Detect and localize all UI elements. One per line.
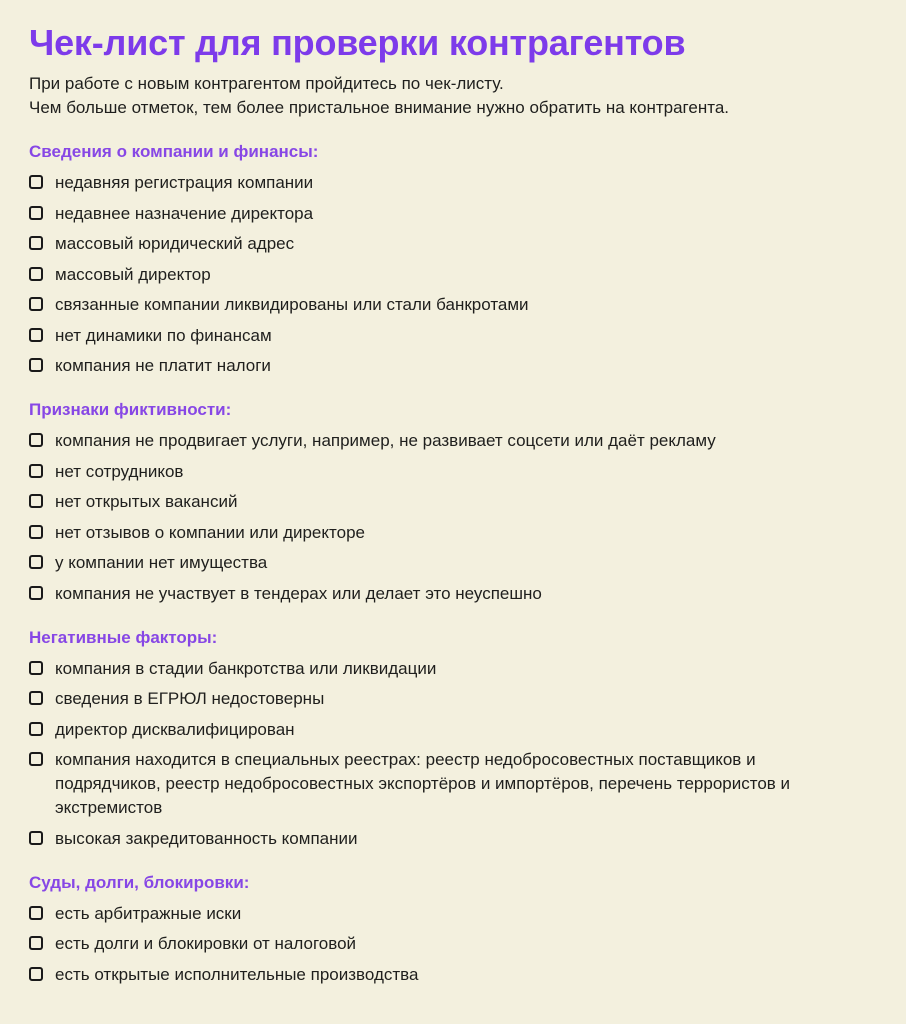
checklist-item-label: недавняя регистрация компании <box>55 173 314 192</box>
checklist-item-label: сведения в ЕГРЮЛ недостоверны <box>55 689 325 708</box>
checkbox[interactable] <box>29 206 43 220</box>
checkbox[interactable] <box>29 906 43 920</box>
checklist-courts-debts-blocks <box>29 902 878 987</box>
checklist-item-label: есть арбитражные иски <box>55 903 242 923</box>
section-title-company-finance: Сведения о компании и финансы: <box>29 142 319 161</box>
checklist-item-label: массовый юридический адрес <box>55 234 295 253</box>
checkbox[interactable] <box>29 722 43 736</box>
intro-line-1: При работе с новым контрагентом пройдитесь по чек-листу. <box>29 74 504 93</box>
section-title-negative-factors: Негативные факторы: <box>29 627 218 647</box>
checklist-item[interactable] <box>29 748 878 820</box>
checklist-item-label: компания не платит налоги <box>55 356 271 375</box>
checklist-item[interactable] <box>29 354 878 378</box>
checklist-item-label: связанные компании ликвидированы или стали банкротами <box>55 295 529 314</box>
checklist-item[interactable] <box>29 963 878 987</box>
checklist-item-label: компания в стадии банкротства или ликвидации <box>55 658 437 678</box>
checklist-item[interactable] <box>29 429 878 453</box>
checklist-item[interactable] <box>29 582 878 606</box>
checklist-item[interactable] <box>29 293 878 317</box>
checkbox[interactable] <box>29 555 43 569</box>
checklist-item-label: нет динамики по финансам <box>55 325 272 345</box>
checkbox[interactable] <box>29 752 43 766</box>
checkbox[interactable] <box>29 328 43 342</box>
intro-line-2: Чем больше отметок, тем более пристальное внимание нужно обратить на контрагента. <box>29 98 730 117</box>
checklist-item-label: недавнее назначение директора <box>55 203 314 223</box>
checklist-item[interactable] <box>29 521 878 545</box>
section-title-fictitious-signs: Признаки фиктивности: <box>29 400 232 419</box>
section-company-finance <box>29 140 878 378</box>
checklist-item[interactable] <box>29 460 878 484</box>
checklist-item[interactable] <box>29 490 878 514</box>
section-courts-debts-blocks <box>29 871 878 987</box>
checklist-item-label: есть долги и блокировки от налоговой <box>55 934 357 953</box>
checklist-item[interactable] <box>29 687 878 711</box>
section-title-courts-debts-blocks: Суды, долги, блокировки: <box>29 872 250 892</box>
checklist-item[interactable] <box>29 202 878 226</box>
checklist-item-label: нет сотрудников <box>55 461 184 481</box>
checklist-item[interactable] <box>29 827 878 851</box>
checkbox[interactable] <box>29 358 43 372</box>
checklist-item-label: нет отзывов о компании или директоре <box>55 522 365 542</box>
checklist-item[interactable] <box>29 263 878 287</box>
checklist-item[interactable] <box>29 902 878 926</box>
checkbox[interactable] <box>29 525 43 539</box>
checklist-item-label: есть открытые исполнительные производства <box>55 964 419 984</box>
section-fictitious-signs <box>29 398 878 606</box>
checklist-fictitious-signs <box>29 429 878 606</box>
intro-text <box>29 72 878 120</box>
page-title: Чек-лист для проверки контрагентов <box>29 22 686 63</box>
checkbox[interactable] <box>29 831 43 845</box>
checkbox[interactable] <box>29 267 43 281</box>
checkbox[interactable] <box>29 661 43 675</box>
checklist-item[interactable] <box>29 324 878 348</box>
checkbox[interactable] <box>29 586 43 600</box>
checkbox[interactable] <box>29 433 43 447</box>
checklist-item-label: компания находится в специальных реестрах: реестр недобросовестных поставщиков и подрядчиков, реестр недобросовестных экспортёров и импортёров, перечень террористов и экстремистов <box>55 750 791 817</box>
checklist-item-label: высокая закредитованность компании <box>55 828 358 848</box>
checklist-item[interactable] <box>29 932 878 956</box>
checklist-item[interactable] <box>29 657 878 681</box>
checkbox[interactable] <box>29 967 43 981</box>
checkbox[interactable] <box>29 936 43 950</box>
checklist-item-label: компания не продвигает услуги, например, не развивает соцсети или даёт рекламу <box>55 431 716 450</box>
checklist-item-label: нет открытых вакансий <box>55 492 238 511</box>
section-negative-factors <box>29 626 878 851</box>
checkbox[interactable] <box>29 494 43 508</box>
checklist-item-label: у компании нет имущества <box>55 553 268 572</box>
checklist-item[interactable] <box>29 551 878 575</box>
checklist-item-label: компания не участвует в тендерах или делает это неуспешно <box>55 583 542 603</box>
checklist-item[interactable] <box>29 718 878 742</box>
checklist-item-label: директор дисквалифицирован <box>55 719 295 739</box>
checkbox[interactable] <box>29 175 43 189</box>
checklist-item[interactable] <box>29 232 878 256</box>
checklist-item[interactable] <box>29 171 878 195</box>
checklist-company-finance <box>29 171 878 378</box>
checklist-negative-factors <box>29 657 878 851</box>
checkbox[interactable] <box>29 464 43 478</box>
checklist-item-label: массовый директор <box>55 264 211 284</box>
checkbox[interactable] <box>29 691 43 705</box>
checkbox[interactable] <box>29 236 43 250</box>
checkbox[interactable] <box>29 297 43 311</box>
